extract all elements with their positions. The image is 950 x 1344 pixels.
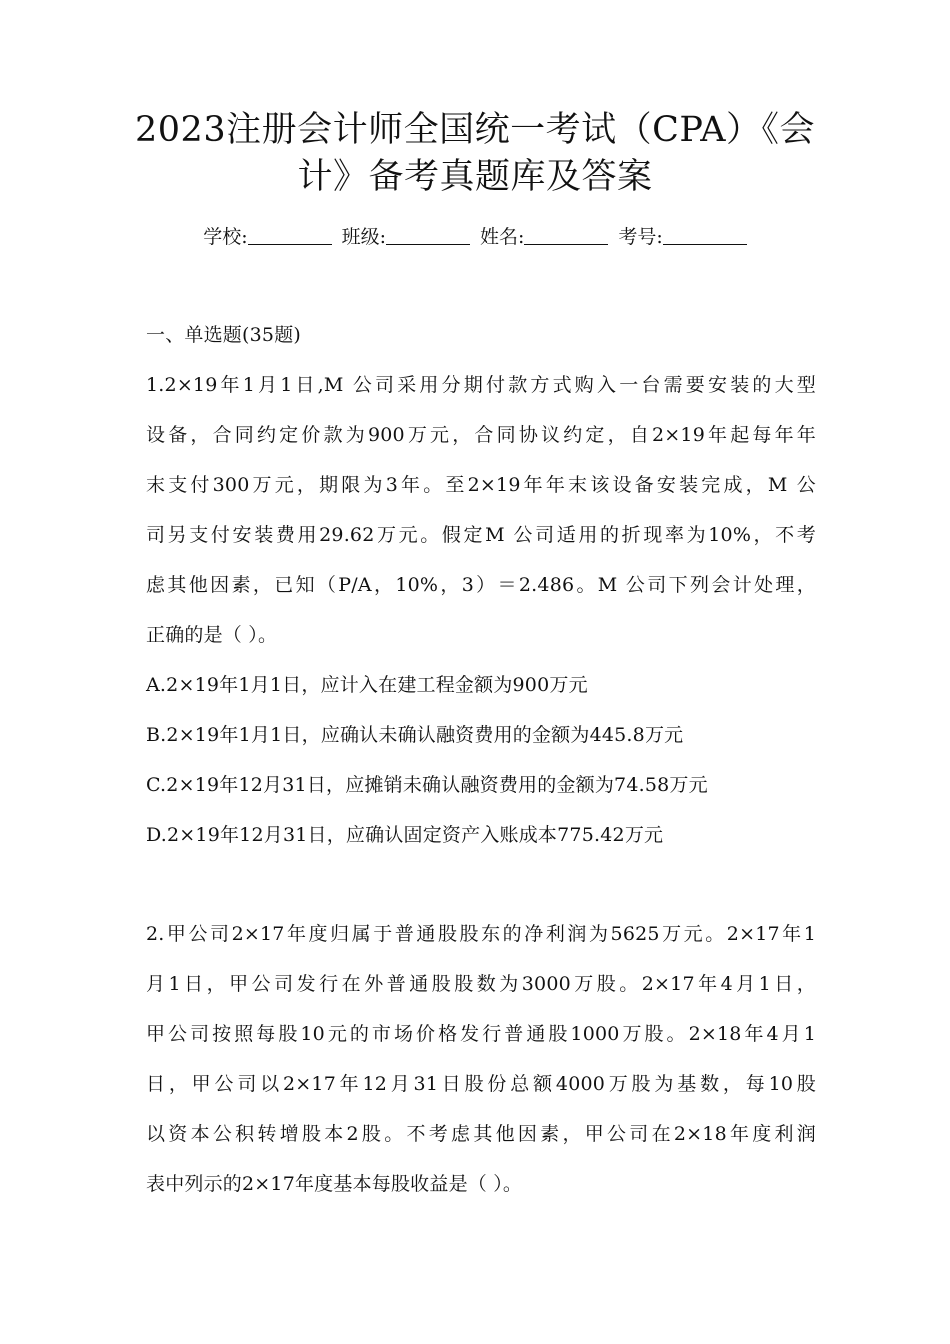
student-info-row [0, 223, 950, 251]
document-title-line-2: 计》备考真题库及答案 [297, 157, 653, 197]
question-2-line-4: 日，甲公司以2×17年12月31日股份总额4000万股为基数，每10股 [146, 1073, 816, 1095]
question-1-line-4: 司另支付安装费用29.62万元。假定M 公司适用的折现率为10%，不考 [146, 524, 816, 546]
question-1-line-6: 正确的是（ ）。 [146, 624, 278, 646]
document-title-line-1: 2023注册会计师全国统一考试（CPA）《会 [135, 110, 815, 150]
question-1-option-b: B.2×19年1月1日，应确认未确认融资费用的金额为445.8万元 [146, 724, 684, 746]
question-1-option-a: A.2×19年1月1日，应计入在建工程金额为900万元 [146, 674, 588, 696]
question-2-line-6: 表中列示的2×17年度基本每股收益是（ ）。 [146, 1173, 523, 1195]
name-blank [524, 224, 608, 245]
question-1-option-d: D.2×19年12月31日，应确认固定资产入账成本775.42万元 [146, 824, 664, 846]
exam-number-blank [663, 224, 747, 245]
question-1-line-2: 设备，合同约定价款为900万元，合同协议约定，自2×19年起每年年 [146, 424, 816, 446]
class-label: 班级: [341, 226, 386, 248]
question-1-line-1: 1.2×19年1月1日,M 公司采用分期付款方式购入一台需要安装的大型 [146, 374, 816, 396]
exam-number-label: 考号: [618, 226, 663, 248]
question-2-line-1: 2.甲公司2×17年度归属于普通股股东的净利润为5625万元。2×17年1 [146, 923, 816, 945]
section-heading: 一、单选题(35题) [146, 324, 302, 346]
question-2-line-2: 月1日，甲公司发行在外普通股股数为3000万股。2×17年4月1日， [146, 973, 816, 995]
school-label: 学校: [203, 226, 248, 248]
question-2-line-3: 甲公司按照每股10元的市场价格发行普通股1000万股。2×18年4月1 [146, 1023, 816, 1045]
class-blank [386, 224, 470, 245]
question-1-line-3: 末支付300万元，期限为3年。至2×19年年末该设备安装完成，M 公 [146, 474, 816, 496]
question-1-option-c: C.2×19年12月31日，应摊销未确认融资费用的金额为74.58万元 [146, 774, 708, 796]
question-2-line-5: 以资本公积转增股本2股。不考虑其他因素，甲公司在2×18年度利润 [146, 1123, 816, 1145]
name-label: 姓名: [480, 226, 525, 248]
question-1-line-5: 虑其他因素，已知（P/A，10%，3）＝2.486。M 公司下列会计处理， [146, 574, 816, 596]
school-blank [248, 224, 332, 245]
